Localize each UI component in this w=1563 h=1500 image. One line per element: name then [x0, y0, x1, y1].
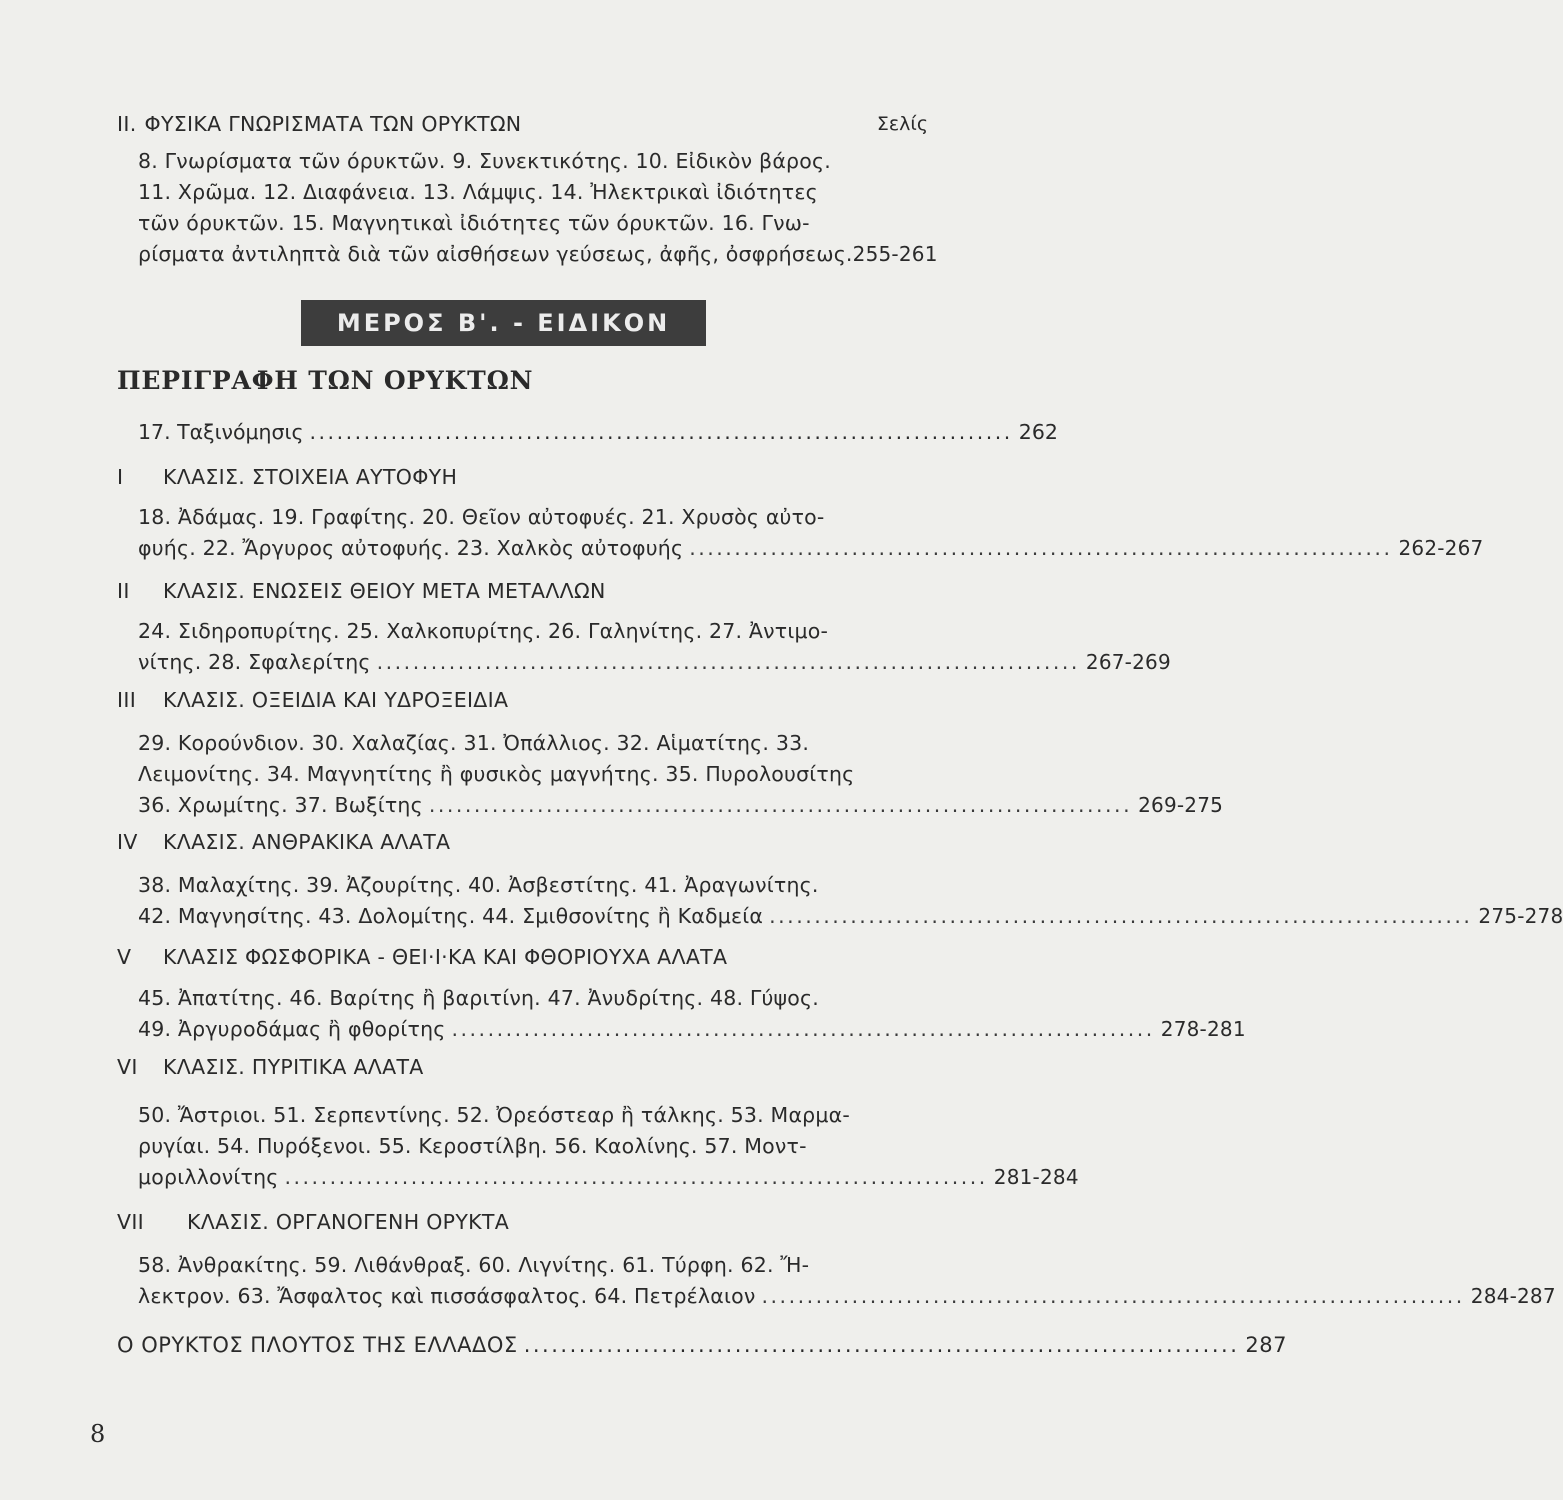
toc-entry-class: [138, 1250, 1556, 1312]
toc-entry-class: [138, 983, 1246, 1045]
entry-last-line: [138, 647, 1171, 678]
entry-line: 29. Κορούνδιον. 30. Χαλαζίας. 31. Ὀπάλλιος. 32. Αἱματίτης. 33.: [138, 731, 810, 755]
page-range: 255-261: [852, 242, 938, 266]
class-roman: VI: [117, 1055, 138, 1079]
class-heading: [117, 1055, 424, 1079]
dot-leader: ..............................................................................: [309, 420, 1013, 444]
toc-entry-class: [138, 870, 1563, 932]
class-roman: I: [117, 465, 124, 489]
entry-last-line: [138, 901, 1563, 932]
entry-line: 50. Ἄστριοι. 51. Σερπεντίνης. 52. Ὀρεόστεαρ ἢ τάλκης. 53. Μαρμα-: [138, 1103, 850, 1127]
entry-line: ρυγίαι. 54. Πυρόξενοι. 55. Κεροστίλβη. 56. Καολίνης. 57. Μοντ-: [138, 1134, 807, 1158]
entry-text: 17. Ταξινόμησις: [138, 420, 304, 444]
toc-entry-classification: [138, 420, 1058, 444]
class-title: ΚΛΑΣΙΣ. ΟΡΓΑΝΟΓΕΝΗ ΟΡΥΚΤΑ: [187, 1210, 510, 1234]
toc-entry-class: [138, 616, 1171, 678]
section-roman: II.: [117, 112, 137, 136]
page-column-label: Σελίς: [876, 113, 928, 135]
class-title: ΚΛΑΣΙΣ. ΕΝΩΣΕΙΣ ΘΕΙΟΥ ΜΕΤΑ ΜΕΤΑΛΛΩΝ: [163, 579, 606, 603]
section-title: ΦΥΣΙΚΑ ΓΝΩΡΙΣΜΑΤΑ ΤΩΝ ΟΡΥΚΤΩΝ: [144, 112, 522, 136]
class-title: ΚΛΑΣΙΣ ΦΩΣΦΟΡΙΚΑ - ΘΕΙ·Ι·ΚΑ ΚΑΙ ΦΘΟΡΙΟΥΧΑ ΑΛΑΤΑ: [163, 945, 728, 969]
entry-last-line: [138, 790, 1224, 821]
page-range: 287: [1245, 1333, 1287, 1357]
entry-last-line: [138, 1162, 1079, 1193]
toc-entry-class: [138, 1100, 1079, 1193]
entry-line: νίτης. 28. Σφαλερίτης: [138, 650, 371, 674]
class-heading: [117, 1210, 509, 1234]
entry-line: 8. Γνωρίσματα τῶν όρυκτῶν. 9. Συνεκτικότης. 10. Εἰδικὸν βάρος.: [138, 149, 831, 173]
entry-line: 18. Ἀδάμας. 19. Γραφίτης. 20. Θεῖον αὐτοφυές. 21. Χρυσὸς αὐτο-: [138, 505, 825, 529]
toc-entry-class: [138, 502, 1484, 564]
section-heading-physical: [117, 112, 521, 136]
class-title: ΚΛΑΣΙΣ. ΠΥΡΙΤΙΚΑ ΑΛΑΤΑ: [163, 1055, 424, 1079]
entry-line: λεκτρον. 63. Ἄσφαλτος καὶ πισσάσφαλτος. 64. Πετρέλαιον: [138, 1284, 756, 1308]
main-title: ΠΕΡΙΓΡΑΦΗ ΤΩΝ ΟΡΥΚΤΩΝ: [117, 366, 534, 395]
class-title: ΚΛΑΣΙΣ. ΟΞΕΙΔΙΑ ΚΑΙ ΥΔΡΟΞΕΙΔΙΑ: [163, 688, 509, 712]
entry-line: 49. Ἀργυροδάμας ἢ φθορίτης: [138, 1017, 446, 1041]
page-range: 281-284: [993, 1165, 1079, 1189]
class-heading: [117, 945, 727, 969]
toc-entry-class: [138, 728, 1224, 821]
entry-last-line: [138, 1281, 1556, 1312]
page-range: 262-267: [1398, 536, 1484, 560]
entry-last-line: [138, 533, 1484, 564]
class-roman: VII: [117, 1210, 145, 1234]
class-title: ΚΛΑΣΙΣ. ΣΤΟΙΧΕΙΑ ΑΥΤΟΦΥΗ: [163, 465, 458, 489]
class-roman: IV: [117, 830, 138, 854]
entry-line: 36. Χρωμίτης. 37. Βωξίτης: [138, 793, 423, 817]
entry-last-line: [138, 239, 938, 270]
entry-text: Ο ΟΡΥΚΤΟΣ ΠΛΟΥΤΟΣ ΤΗΣ ΕΛΛΑΔΟΣ: [117, 1333, 518, 1357]
entry-line: τῶν όρυκτῶν. 15. Μαγνητικαὶ ἰδιότητες τῶν όρυκτῶν. 16. Γνω-: [138, 211, 810, 235]
class-heading: [117, 465, 457, 489]
toc-entry-physical: [138, 146, 938, 270]
entry-line: 42. Μαγνησίτης. 43. Δολομίτης. 44. Σμιθσονίτης ἢ Καδμεία: [138, 904, 764, 928]
dot-leader: ..............................................................................: [523, 1333, 1240, 1357]
class-heading: [117, 830, 450, 854]
entry-line: 24. Σιδηροπυρίτης. 25. Χαλκοπυρίτης. 26. Γαληνίτης. 27. Ἀντιμο-: [138, 619, 829, 643]
class-heading: [117, 579, 606, 603]
class-roman: V: [117, 945, 132, 969]
entry-line: 11. Χρῶμα. 12. Διαφάνεια. 13. Λάμψις. 14. Ἠλεκτρικαὶ ἰδιότητες: [138, 180, 818, 204]
class-roman: II: [117, 579, 130, 603]
dot-leader: ..............................................................................: [761, 1284, 1465, 1308]
class-title: ΚΛΑΣΙΣ. ΑΝΘΡΑΚΙΚΑ ΑΛΑΤΑ: [163, 830, 451, 854]
entry-line: 58. Ἀνθρακίτης. 59. Λιθάνθραξ. 60. Λιγνίτης. 61. Τύρφη. 62. Ἤ-: [138, 1253, 810, 1277]
dot-leader: ..............................................................................: [769, 904, 1473, 928]
dot-leader: ..............................................................................: [689, 536, 1393, 560]
class-roman: III: [117, 688, 137, 712]
dot-leader: ..............................................................................: [376, 650, 1080, 674]
page-number: 8: [90, 1420, 106, 1448]
entry-last-line: [138, 1014, 1246, 1045]
entry-line: μοριλλονίτης: [138, 1165, 279, 1189]
page-range: 275-278: [1478, 904, 1563, 928]
toc-entry-mineral-wealth: [117, 1333, 1287, 1357]
entry-line: 45. Ἀπατίτης. 46. Βαρίτης ἢ βαριτίνη. 47. Ἀνυδρίτης. 48. Γύψος.: [138, 986, 819, 1010]
entry-line: ρίσματα ἀντιληπτὰ διὰ τῶν αἰσθήσεων γεύσεως, ἀφῆς, ὀσφρήσεως.: [138, 242, 853, 266]
page-range: 284-287: [1470, 1284, 1556, 1308]
dot-leader: ..............................................................................: [428, 793, 1133, 817]
page-range: 269-275: [1138, 793, 1224, 817]
page-range: 278-281: [1160, 1017, 1246, 1041]
page-range: 262: [1018, 420, 1058, 444]
page-range: 267-269: [1085, 650, 1171, 674]
entry-line: 38. Μαλαχίτης. 39. Ἀζουρίτης. 40. Ἀσβεστίτης. 41. Ἀραγωνίτης.: [138, 873, 819, 897]
entry-line: Λειμονίτης. 34. Μαγνητίτης ἢ φυσικὸς μαγνήτης. 35. Πυρολουσίτης: [138, 762, 855, 786]
entry-line: φυής. 22. Ἄργυρος αὐτοφυής. 23. Χαλκὸς αὐτοφυής: [138, 536, 684, 560]
dot-leader: ..............................................................................: [451, 1017, 1155, 1041]
part-banner: ΜΕΡΟΣ Β'. - ΕΙΔΙΚΟΝ: [301, 300, 706, 346]
dot-leader: ..............................................................................: [284, 1165, 988, 1189]
class-heading: [117, 688, 508, 712]
